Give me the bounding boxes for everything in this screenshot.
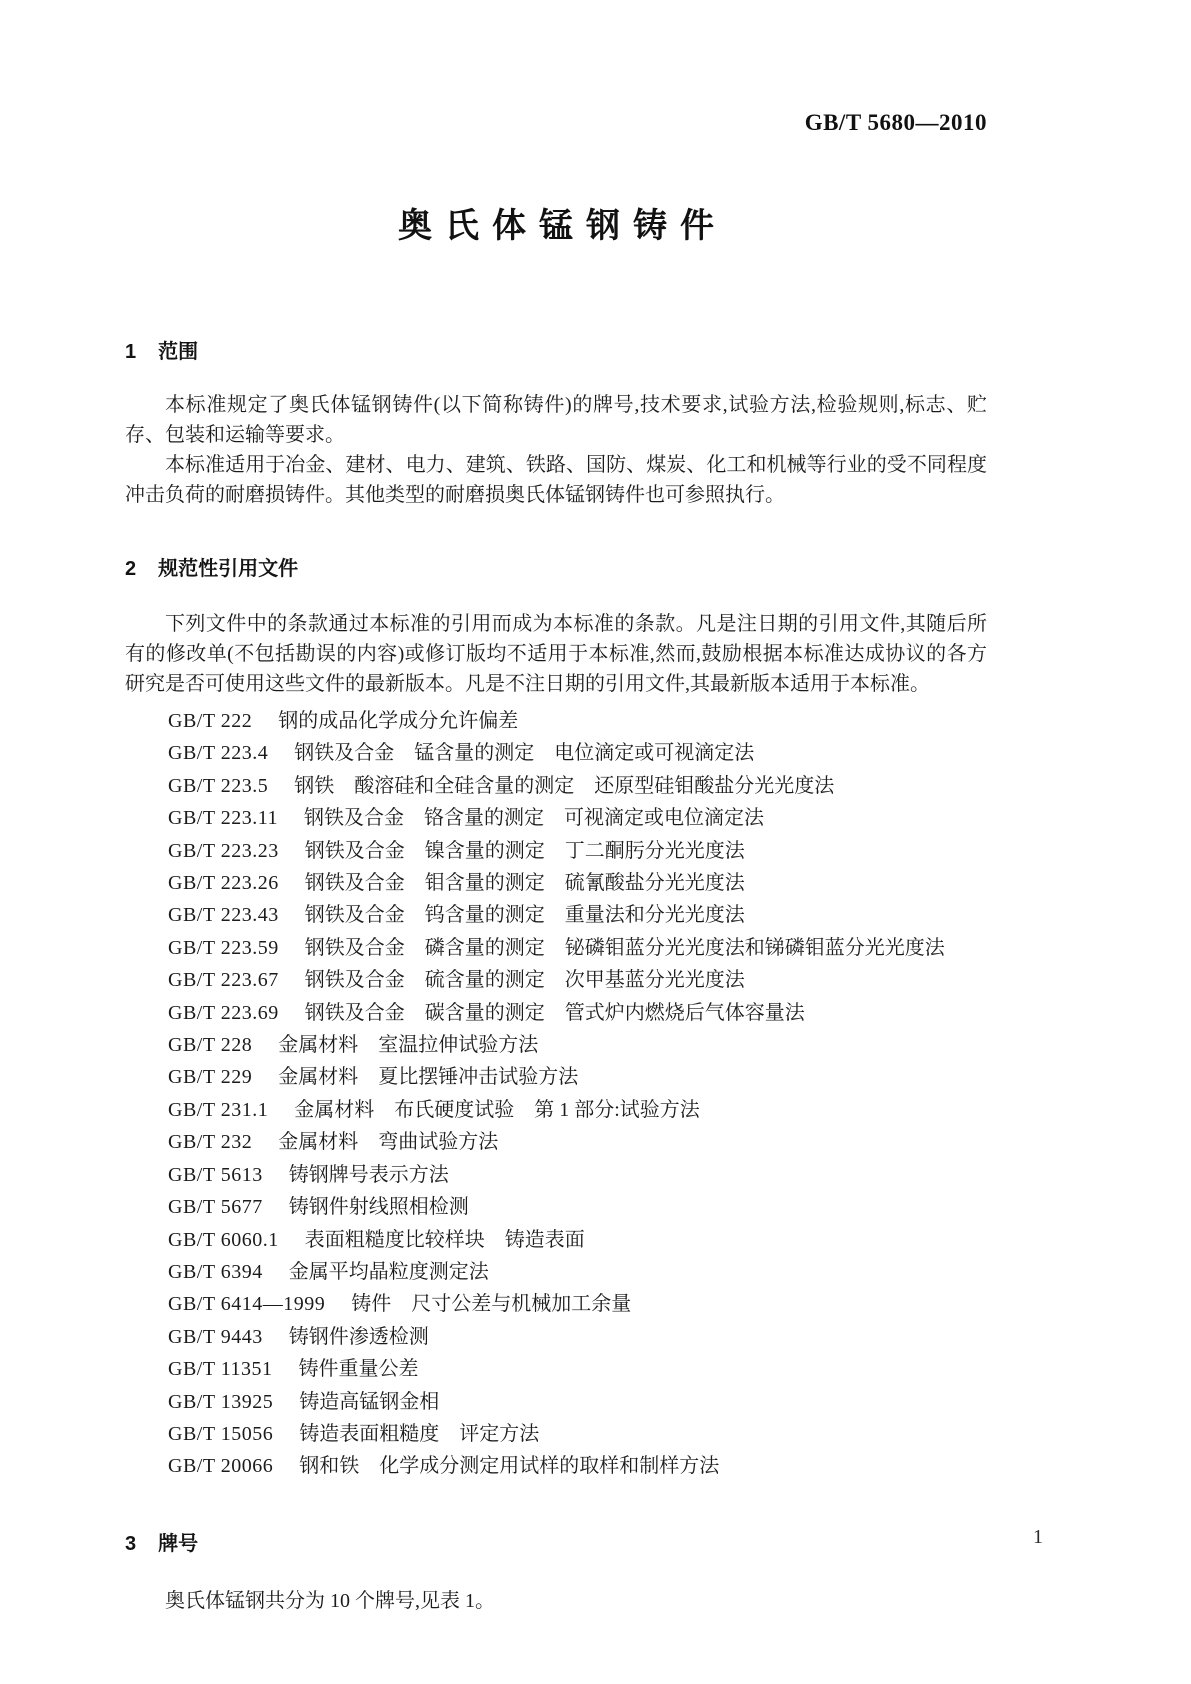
reference-code: GB/T 223.59	[168, 936, 279, 959]
reference-code: GB/T 5677	[168, 1196, 263, 1219]
paragraph: 奥氏体锰钢共分为 10 个牌号,见表 1。	[165, 1589, 495, 1612]
reference-item	[168, 1386, 987, 1418]
reference-item	[168, 802, 987, 834]
reference-title: 钢的成品化学成分允许偏差	[278, 710, 519, 732]
standard-number: GB/T 5680—2010	[804, 110, 987, 135]
reference-item	[168, 835, 987, 867]
reference-code: GB/T 223.4	[168, 742, 269, 765]
reference-title: 钢铁 酸溶硅和全硅含量的测定 还原型硅钼酸盐分光光度法	[294, 774, 835, 797]
reference-list	[125, 705, 987, 1483]
reference-title: 钢铁及合金 镍含量的测定 丁二酮肟分光光度法	[304, 839, 745, 862]
reference-item	[168, 867, 987, 899]
reference-code: GB/T 6414—1999	[168, 1293, 326, 1316]
reference-code: GB/T 13925	[168, 1390, 274, 1413]
reference-code: GB/T 223.69	[168, 1001, 279, 1024]
reference-title: 表面粗糙度比较样块 铸造表面	[304, 1228, 585, 1251]
page-number: 1	[1033, 1526, 1043, 1548]
reference-code: GB/T 228	[168, 1034, 253, 1057]
reference-code: GB/T 15056	[168, 1422, 274, 1445]
reference-title: 金属材料 布氏硬度试验 第 1 部分:试验方法	[294, 1098, 700, 1121]
paragraph: 本标准适用于冶金、建材、电力、建筑、铁路、国防、煤炭、化工和机械等行业的受不同程度冲击负荷的耐磨损铸件。其他类型的耐磨损奥氏体锰钢铸件也可参照执行。	[125, 454, 987, 506]
reference-code: GB/T 223.11	[168, 807, 278, 830]
reference-item	[168, 770, 987, 802]
reference-title: 铸钢牌号表示方法	[288, 1163, 449, 1186]
reference-item	[168, 1288, 987, 1320]
reference-item	[168, 1029, 987, 1061]
section-title: 规范性引用文件	[158, 558, 299, 580]
reference-item	[168, 1353, 987, 1385]
reference-item	[168, 1450, 987, 1482]
reference-code: GB/T 6060.1	[168, 1228, 279, 1251]
reference-title: 钢铁及合金 硫含量的测定 次甲基蓝分光光度法	[304, 969, 745, 992]
paragraph: 下列文件中的条款通过本标准的引用而成为本标准的条款。凡是注日期的引用文件,其随后所有的修改单(不包括勘误的内容)或修订版均不适用于本标准,然而,鼓励根据本标准达成协议的各方研究是否可使用这些文件的最新版本。凡是不注日期的引用文件,其最新版本适用于本标准。	[125, 613, 987, 695]
reference-item	[168, 705, 987, 737]
reference-title: 钢铁及合金 磷含量的测定 铋磷钼蓝分光光度法和锑磷钼蓝分光光度法	[304, 936, 945, 959]
reference-code: GB/T 223.5	[168, 774, 269, 797]
reference-code: GB/T 5613	[168, 1163, 263, 1186]
reference-code: GB/T 232	[168, 1131, 253, 1154]
reference-title: 钢铁及合金 钼含量的测定 硫氰酸盐分光光度法	[304, 872, 745, 895]
section-designation	[125, 1527, 987, 1616]
reference-code: GB/T 20066	[168, 1455, 274, 1478]
reference-title: 金属材料 弯曲试验方法	[278, 1131, 499, 1154]
reference-title: 钢铁及合金 锰含量的测定 电位滴定或可视滴定法	[294, 742, 755, 765]
section-heading-designation	[125, 1527, 987, 1556]
section-number: 2	[125, 558, 137, 580]
reference-title: 铸件重量公差	[298, 1358, 419, 1381]
reference-title: 金属材料 夏比摆锤冲击试验方法	[278, 1066, 579, 1089]
reference-title: 金属材料 室温拉伸试验方法	[278, 1034, 539, 1057]
section-number: 1	[125, 341, 137, 363]
reference-item	[168, 1126, 987, 1158]
reference-title: 铸钢件渗透检测	[288, 1325, 429, 1348]
reference-item	[168, 1224, 987, 1256]
reference-code: GB/T 6394	[168, 1260, 263, 1283]
section-heading-normative-references	[125, 552, 987, 581]
reference-title: 铸件 尺寸公差与机械加工余量	[351, 1293, 632, 1316]
reference-item	[168, 737, 987, 769]
reference-code: GB/T 229	[168, 1066, 253, 1089]
reference-code: GB/T 223.67	[168, 969, 279, 992]
reference-item	[168, 1159, 987, 1191]
document-title: 奥氏体锰钢铸件	[398, 208, 727, 245]
section-title: 范围	[158, 341, 199, 363]
reference-title: 钢铁及合金 碳含量的测定 管式炉内燃烧后气体容量法	[304, 1001, 805, 1024]
reference-item	[168, 964, 987, 996]
reference-code: GB/T 222	[168, 710, 253, 732]
reference-title: 铸造表面粗糙度 评定方法	[299, 1422, 540, 1445]
reference-code: GB/T 223.23	[168, 839, 279, 862]
reference-item	[168, 932, 987, 964]
reference-item	[168, 1256, 987, 1288]
reference-title: 钢和铁 化学成分测定用试样的取样和制样方法	[299, 1455, 720, 1478]
reference-title: 铸造高锰钢金相	[299, 1390, 440, 1413]
reference-code: GB/T 9443	[168, 1325, 263, 1348]
section-normative-references	[125, 552, 987, 1483]
reference-item	[168, 899, 987, 931]
reference-title: 铸钢件射线照相检测	[288, 1196, 469, 1219]
reference-title: 金属平均晶粒度测定法	[288, 1260, 489, 1283]
reference-code: GB/T 11351	[168, 1358, 273, 1381]
section-number: 3	[125, 1532, 137, 1555]
section-scope	[125, 335, 987, 510]
reference-item	[168, 1061, 987, 1093]
reference-item	[168, 1418, 987, 1450]
paragraph: 本标准规定了奥氏体锰钢铸件(以下简称铸件)的牌号,技术要求,试验方法,检验规则,标志、贮存、包装和运输等要求。	[125, 394, 987, 446]
reference-code: GB/T 231.1	[168, 1098, 269, 1121]
reference-title: 钢铁及合金 铬含量的测定 可视滴定或电位滴定法	[303, 807, 764, 830]
reference-item	[168, 997, 987, 1029]
reference-title: 钢铁及合金 钨含量的测定 重量法和分光光度法	[304, 904, 745, 927]
section-heading-scope	[125, 335, 987, 364]
section-title: 牌号	[158, 1532, 199, 1555]
reference-item	[168, 1321, 987, 1353]
reference-code: GB/T 223.26	[168, 872, 279, 895]
reference-item	[168, 1191, 987, 1223]
reference-code: GB/T 223.43	[168, 904, 279, 927]
page-content	[125, 0, 987, 1616]
reference-item	[168, 1094, 987, 1126]
